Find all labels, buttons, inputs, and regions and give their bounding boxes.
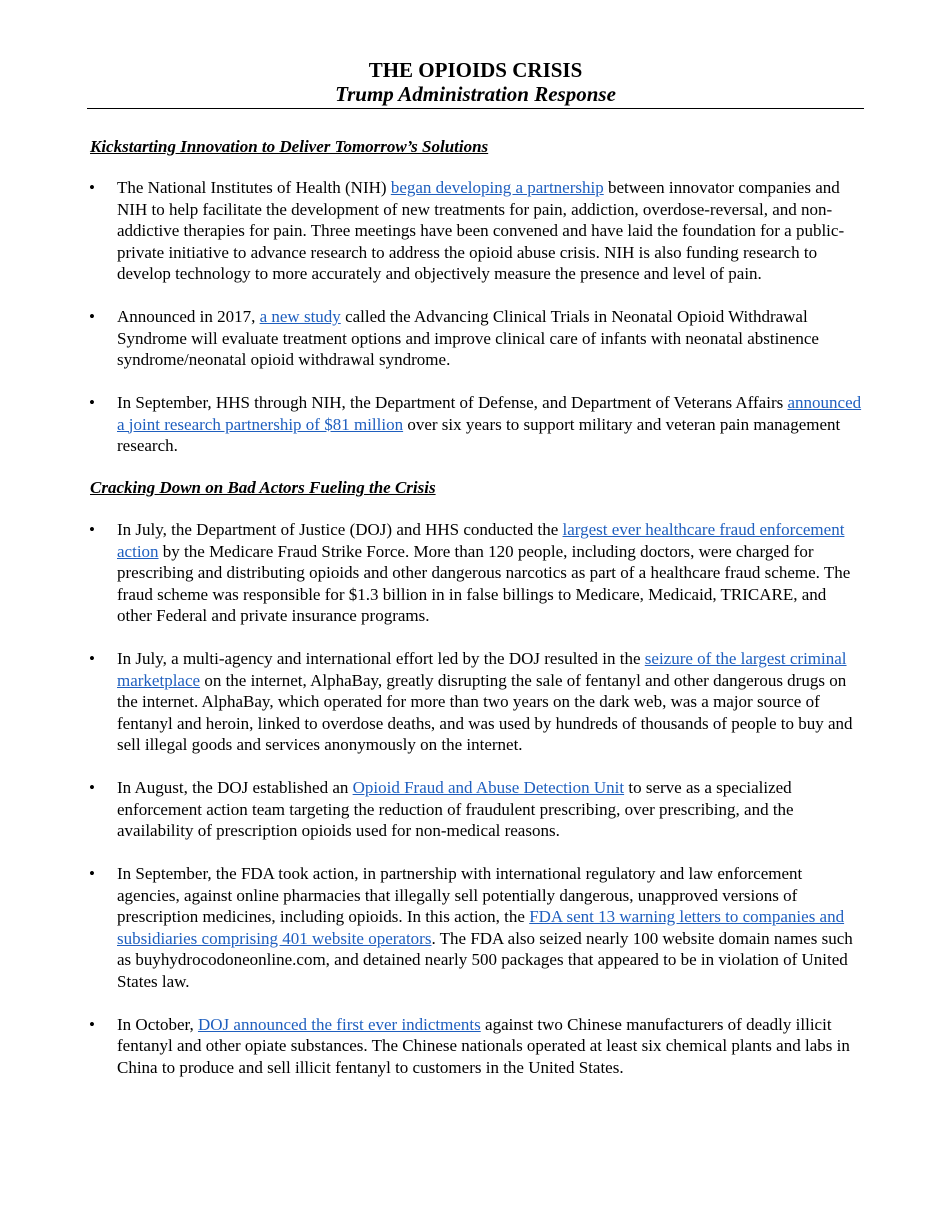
link-opioid-fraud-unit[interactable]: Opioid Fraud and Abuse Detection Unit [352,778,625,797]
link-new-study[interactable]: a new study [259,307,341,326]
section-heading-bad-actors: Cracking Down on Bad Actors Fueling the Crisis [90,478,436,497]
list-item: • Announced in 2017, a new study called the Advancing Clinical Trials in Neonatal Opioid Withdrawal Syndrome will evaluate treatment options and improve clinical care of infants with neonatal abstinence syndrome/neonatal opioid withdrawal syndrome. [89,307,819,369]
bullet-list-innovation [88,177,863,457]
list-item: • In September, the FDA took action, in partnership with international regulatory and law enforcement agencies, against online pharmacies that illegally sell potentially dangerous, unapproved versions of prescription medicines, including opioids. In this action, the FDA sent 13 warning letters to companies and subsidiaries comprising 401 website operators. The FDA also seized nearly 100 website domain names such as buyhydrocodoneonline.com, and detained nearly 500 packages that appeared to be in violation of United States law. [89,864,853,991]
link-nih-partnership[interactable]: began developing a partnership [390,178,604,197]
bullet-icon: • [89,178,95,197]
list-item: • In July, a multi-agency and international effort led by the DOJ resulted in the seizure of the largest criminal marketplace on the internet, AlphaBay, greatly disrupting the sale of fentanyl and other dangerous drugs on the internet. AlphaBay, which operated for more than two years on the dark web, was a major source of fentanyl and heroin, linked to overdose deaths, and was used by hundreds of thousands of people to buy and sell illegal goods and services anonymously on the internet. [89,649,853,754]
bullet-icon: • [89,1014,95,1034]
link-criminal-marketplace-seizure[interactable]: seizure of the largest criminal marketplace [117,649,847,690]
list-item: • In July, the Department of Justice (DOJ) and HHS conducted the largest ever healthcare fraud enforcement action by the Medicare Fraud Strike Force. More than 120 people, including doctors, were charged for prescribing and distributing opioids and other dangerous narcotics as part of a healthcare fraud scheme. The fraud scheme was responsible for $1.3 billion in in false billings to Medicare, Medicaid, TRICARE, and other Federal and private insurance programs. [89,520,851,625]
link-healthcare-fraud-action[interactable]: largest ever healthcare fraud enforcement action [117,520,845,561]
document-subtitle: Trump Administration Response [335,82,616,106]
bullet-icon: • [89,520,95,539]
list-item: • In October, DOJ announced the first ever indictments against two Chinese manufacturers of deadly illicit fentanyl and other opiate substances. The Chinese nationals operated at least six chemical plants and labs in China to produce and sell illicit fentanyl to customers in the United States. [89,1014,850,1077]
link-fda-warning-letters[interactable]: FDA sent 13 warning letters to companies and subsidiaries comprising 401 website operators [117,907,845,948]
list-item: • In September, HHS through NIH, the Department of Defense, and Department of Veterans Affairs announced a joint research partnership of $81 million over six years to support military and veteran pain management research. [89,393,862,455]
bullet-icon: • [89,649,95,668]
section-heading-innovation: Kickstarting Innovation to Deliver Tomorrow’s Solutions [90,137,489,156]
bullet-icon: • [89,393,95,412]
link-joint-research-partnership[interactable]: announced a joint research partnership of $81 million [117,393,862,434]
document-header [87,58,864,109]
link-doj-indictments[interactable]: DOJ announced the first ever indictments [197,1014,481,1034]
bullet-icon: • [89,307,95,326]
bullet-list-bad-actors [88,519,863,1078]
bullet-icon: • [89,864,95,883]
list-item: • In August, the DOJ established an Opioid Fraud and Abuse Detection Unit to serve as a specialized enforcement action team targeting the reduction of fraudulent prescribing, over prescribing, and the availability of prescription opioids used for non-medical reasons. [89,778,794,840]
list-item: • The National Institutes of Health (NIH) began developing a partnership between innovator companies and NIH to help facilitate the development of new treatments for pain, addiction, overdose-reversal, and non-addictive therapies for pain. Three meetings have been convened and have laid the foundation for a public-private initiative to advance research to address the opioid abuse crisis. NIH is also funding research to develop technology to more accurately and objectively measure the presence and level of pain. [89,178,845,283]
document-title: THE OPIOIDS CRISIS [368,58,583,82]
document-page [88,58,863,1100]
bullet-icon: • [89,778,95,797]
